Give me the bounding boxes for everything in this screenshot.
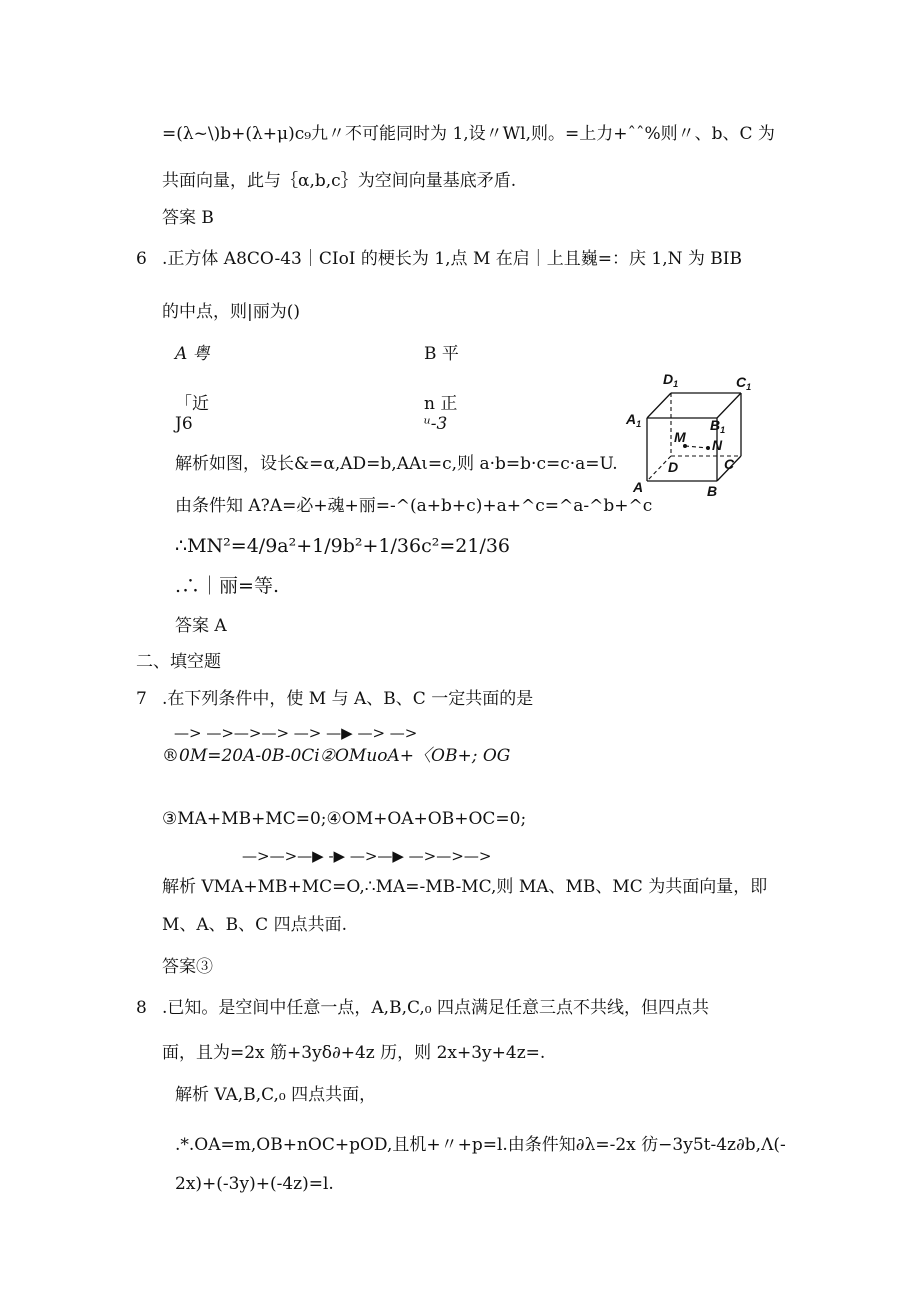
question-options: ③MA+MB+MC=0;④OM+OA+OB+OC=0; bbox=[162, 809, 527, 829]
label-n: N bbox=[712, 437, 723, 453]
option-c: J6 bbox=[175, 414, 193, 434]
option-b: B 平 bbox=[424, 344, 459, 364]
label-d: D bbox=[668, 459, 679, 475]
question-options: ®0M=20A-0B-0Ci②OMuoA+〈OB+; OG bbox=[162, 746, 511, 766]
label-a: A bbox=[633, 479, 644, 495]
solution-formula: ∴MN²=4/9a²+1/9b²+1/36c²=21/36 bbox=[175, 535, 511, 557]
solution-text: 解析如图，设长&=α,AD=b,AAι=c,则 a·b=b·c=c·a=U. bbox=[175, 454, 618, 474]
option-d: ᵘ-3 bbox=[424, 414, 448, 434]
question-text: .在下列条件中，使 M 与 A、B、C 一定共面的是 bbox=[162, 689, 534, 709]
label-m: M bbox=[674, 429, 686, 445]
solution-formula: .∴｜丽=等. bbox=[175, 575, 279, 597]
question-number: 8 bbox=[136, 998, 147, 1018]
question-number: 6 bbox=[136, 249, 147, 269]
solution-text: 由条件知 A?A=必+魂+丽=-^(a+b+c)+a+^c=^a-^b+^c bbox=[175, 496, 653, 516]
question-text: 的中点，则|丽为() bbox=[162, 302, 300, 322]
label-c: C bbox=[724, 456, 735, 472]
solution-text: .*.OA=m,OB+nOC+pOD,且机+〃+p=l.由条件知∂λ=-2x 彷−3y5t-4z∂b,Λ(- bbox=[175, 1135, 786, 1155]
answer: 答案 B bbox=[162, 208, 214, 228]
question-text: .正方体 A8CO-43｜CIoI 的梗长为 1,点 M 在启｜上且巍=：庆 1,N 为 BIB bbox=[162, 249, 743, 269]
solution-text: M、A、B、C 四点共面. bbox=[162, 915, 347, 935]
question-text: 面，且为=2x 筋+3yδ∂+4z 历，则 2x+3y+4z=. bbox=[162, 1043, 546, 1063]
label-b: B bbox=[707, 483, 718, 499]
question-number: 7 bbox=[136, 689, 147, 709]
question-text: .已知。是空间中任意一点，A,B,C,₀ 四点满足任意三点不共线，但四点共 bbox=[162, 998, 710, 1018]
vector-arrows: —> —>—>—> —> —▶ —> —> bbox=[174, 724, 418, 742]
answer: 答案③ bbox=[162, 957, 213, 977]
text-line: 共面向量，此与｛α,b,c｝为空间向量基底矛盾. bbox=[162, 171, 517, 191]
option-d: n 正 bbox=[424, 394, 458, 414]
solution-text: 2x)+(-3y)+(-4z)=l. bbox=[175, 1174, 334, 1194]
point-n bbox=[706, 446, 710, 450]
label-d1: $D_1$ bbox=[663, 371, 679, 389]
label-b1: $B_1$ bbox=[710, 417, 726, 435]
vector-arrows: —>—>—▶ -▶ —>—▶ —>—>—> bbox=[242, 847, 492, 865]
cube-figure bbox=[620, 368, 770, 503]
option-a: A 粤 bbox=[175, 344, 210, 364]
answer: 答案 A bbox=[175, 616, 227, 636]
option-c: 「近 bbox=[175, 394, 209, 414]
label-a1: $A_1$ bbox=[626, 411, 642, 429]
text-line: =(λ~\)b+(λ+μ)c₉九〃不可能同时为 1,设〃Wl,则。=上力+ˆˆ%则〃、b、C 为 bbox=[162, 124, 775, 144]
label-c1: $C_1$ bbox=[736, 374, 752, 392]
solution-text: 解析 VMA+MB+MC=O,∴MA=-MB-MC,则 MA、MB、MC 为共面向量，即 bbox=[162, 877, 768, 897]
section-heading: 二、填空题 bbox=[136, 652, 221, 672]
solution-text: 解析 VA,B,C,₀ 四点共面， bbox=[175, 1085, 377, 1105]
